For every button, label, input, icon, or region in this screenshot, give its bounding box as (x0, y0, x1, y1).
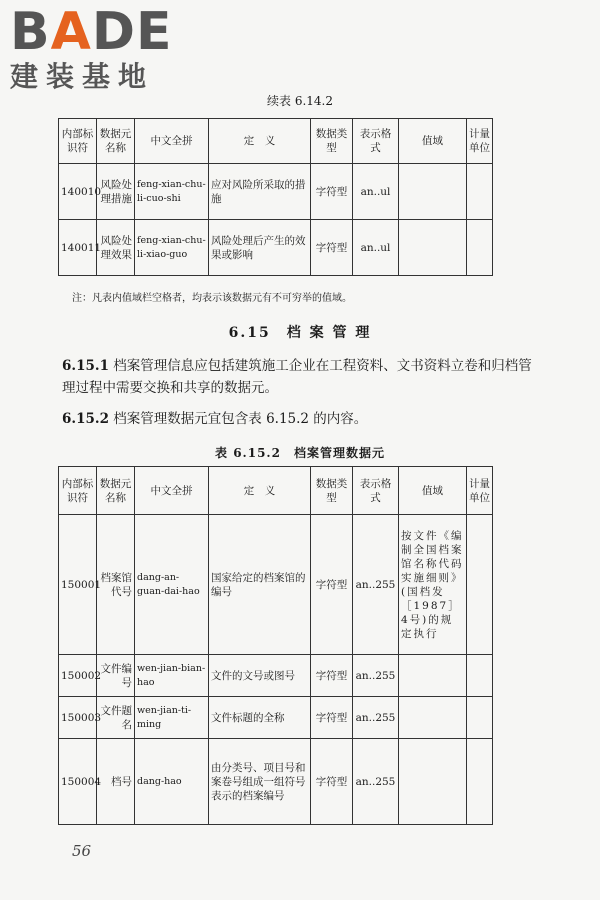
paragraph-6-15-1 (62, 355, 532, 399)
table1-caption: 续表 6.14.2 (267, 94, 333, 108)
cell-name: 风险处理效果 (97, 220, 135, 276)
cell-name: 风险处理措施 (97, 164, 135, 220)
cell-definition: 文件标题的全称 (209, 697, 311, 739)
cell-pinyin: wen-jian-ti-ming (135, 697, 209, 739)
cell-definition: 国家给定的档案馆的编号 (209, 515, 311, 655)
cell-range (399, 220, 467, 276)
cell-range (399, 164, 467, 220)
cell-range (399, 739, 467, 825)
cell-range (399, 655, 467, 697)
page-number: 56 (72, 842, 92, 860)
cell-unit (467, 697, 493, 739)
cell-type: 字符型 (311, 655, 353, 697)
table-row (59, 655, 493, 697)
header-name: 数据元名称 (97, 119, 135, 164)
cell-type: 字符型 (311, 220, 353, 276)
logo-letters-de: DE (91, 2, 173, 62)
cell-id: 140011 (59, 220, 97, 276)
cell-definition: 文件的文号或图号 (209, 655, 311, 697)
cell-unit (467, 655, 493, 697)
header-unit: 计量单位 (467, 467, 493, 515)
cell-unit (467, 739, 493, 825)
cell-format: an..255 (353, 739, 399, 825)
cell-range: 按文件《编制全国档案馆名称代码实施细则》(国档发［1987］4号)的规定执行 (399, 515, 467, 655)
cell-name: 文件编号 (97, 655, 135, 697)
table2-header-row (59, 467, 493, 515)
cell-range (399, 697, 467, 739)
header-range: 值域 (399, 119, 467, 164)
header-name: 数据元名称 (97, 467, 135, 515)
clause-number: 6.15.2 (62, 411, 109, 427)
header-format: 表示格式 (353, 467, 399, 515)
clause-text: 档案管理数据元宜包含表 6.15.2 的内容。 (113, 411, 368, 427)
cell-unit (467, 164, 493, 220)
cell-id: 150003 (59, 697, 97, 739)
cell-pinyin: dang-hao (135, 739, 209, 825)
header-range: 值域 (399, 467, 467, 515)
table-row (59, 739, 493, 825)
cell-id: 150004 (59, 739, 97, 825)
cell-unit (467, 220, 493, 276)
table-row (59, 697, 493, 739)
cell-id: 140010 (59, 164, 97, 220)
cell-type: 字符型 (311, 164, 353, 220)
table-note: 注：凡表内值域栏空格者，均表示该数据元有不可穷举的值域。 (72, 293, 352, 304)
header-pinyin: 中文全拼 (135, 467, 209, 515)
cell-unit (467, 515, 493, 655)
header-definition: 定 义 (209, 467, 311, 515)
cell-definition: 由分类号、项目号和案卷号组成一组符号表示的档案编号 (209, 739, 311, 825)
table-row (59, 164, 493, 220)
header-type: 数据类型 (311, 467, 353, 515)
table-continued-6-14-2 (58, 118, 493, 276)
cell-name: 文件题名 (97, 697, 135, 739)
cell-id: 150002 (59, 655, 97, 697)
header-type: 数据类型 (311, 119, 353, 164)
header-pinyin: 中文全拼 (135, 119, 209, 164)
cell-pinyin: feng-xian-chu-li-cuo-shi (135, 164, 209, 220)
clause-number: 6.15.1 (62, 358, 109, 374)
table-row (59, 220, 493, 276)
cell-format: an..ul (353, 164, 399, 220)
logo-letter-b: B (10, 2, 51, 62)
cell-pinyin: wen-jian-bian-hao (135, 655, 209, 697)
cell-format: an..255 (353, 697, 399, 739)
cell-type: 字符型 (311, 697, 353, 739)
cell-pinyin: dang-an-guan-dai-hao (135, 515, 209, 655)
table1-header-row (59, 119, 493, 164)
header-id: 内部标识符 (59, 467, 97, 515)
cell-format: an..ul (353, 220, 399, 276)
section-title: 6.15 档 案 管 理 (228, 325, 372, 341)
logo (10, 2, 180, 94)
header-unit: 计量单位 (467, 119, 493, 164)
cell-pinyin: feng-xian-chu-li-xiao-guo (135, 220, 209, 276)
logo-subtitle: 建装基地 (10, 60, 155, 93)
table-row (59, 515, 493, 655)
cell-format: an..255 (353, 515, 399, 655)
cell-definition: 风险处理后产生的效果或影响 (209, 220, 311, 276)
cell-id: 150001 (59, 515, 97, 655)
cell-format: an..255 (353, 655, 399, 697)
clause-text: 档案管理信息应包括建筑施工企业在工程资料、文书资料立卷和归档管理过程中需要交换和共享的数据元。 (62, 358, 532, 396)
cell-type: 字符型 (311, 739, 353, 825)
logo-wordmark (10, 2, 180, 62)
cell-name: 档号 (97, 739, 135, 825)
cell-name: 档案馆代号 (97, 515, 135, 655)
cell-definition: 应对风险所采取的措施 (209, 164, 311, 220)
header-definition: 定 义 (209, 119, 311, 164)
header-id: 内部标识符 (59, 119, 97, 164)
table-6-15-2 (58, 466, 493, 825)
paragraph-6-15-2 (62, 408, 532, 430)
table2-caption: 表 6.15.2 档案管理数据元 (215, 446, 385, 460)
header-format: 表示格式 (353, 119, 399, 164)
cell-type: 字符型 (311, 515, 353, 655)
logo-letter-a: A (50, 2, 92, 62)
